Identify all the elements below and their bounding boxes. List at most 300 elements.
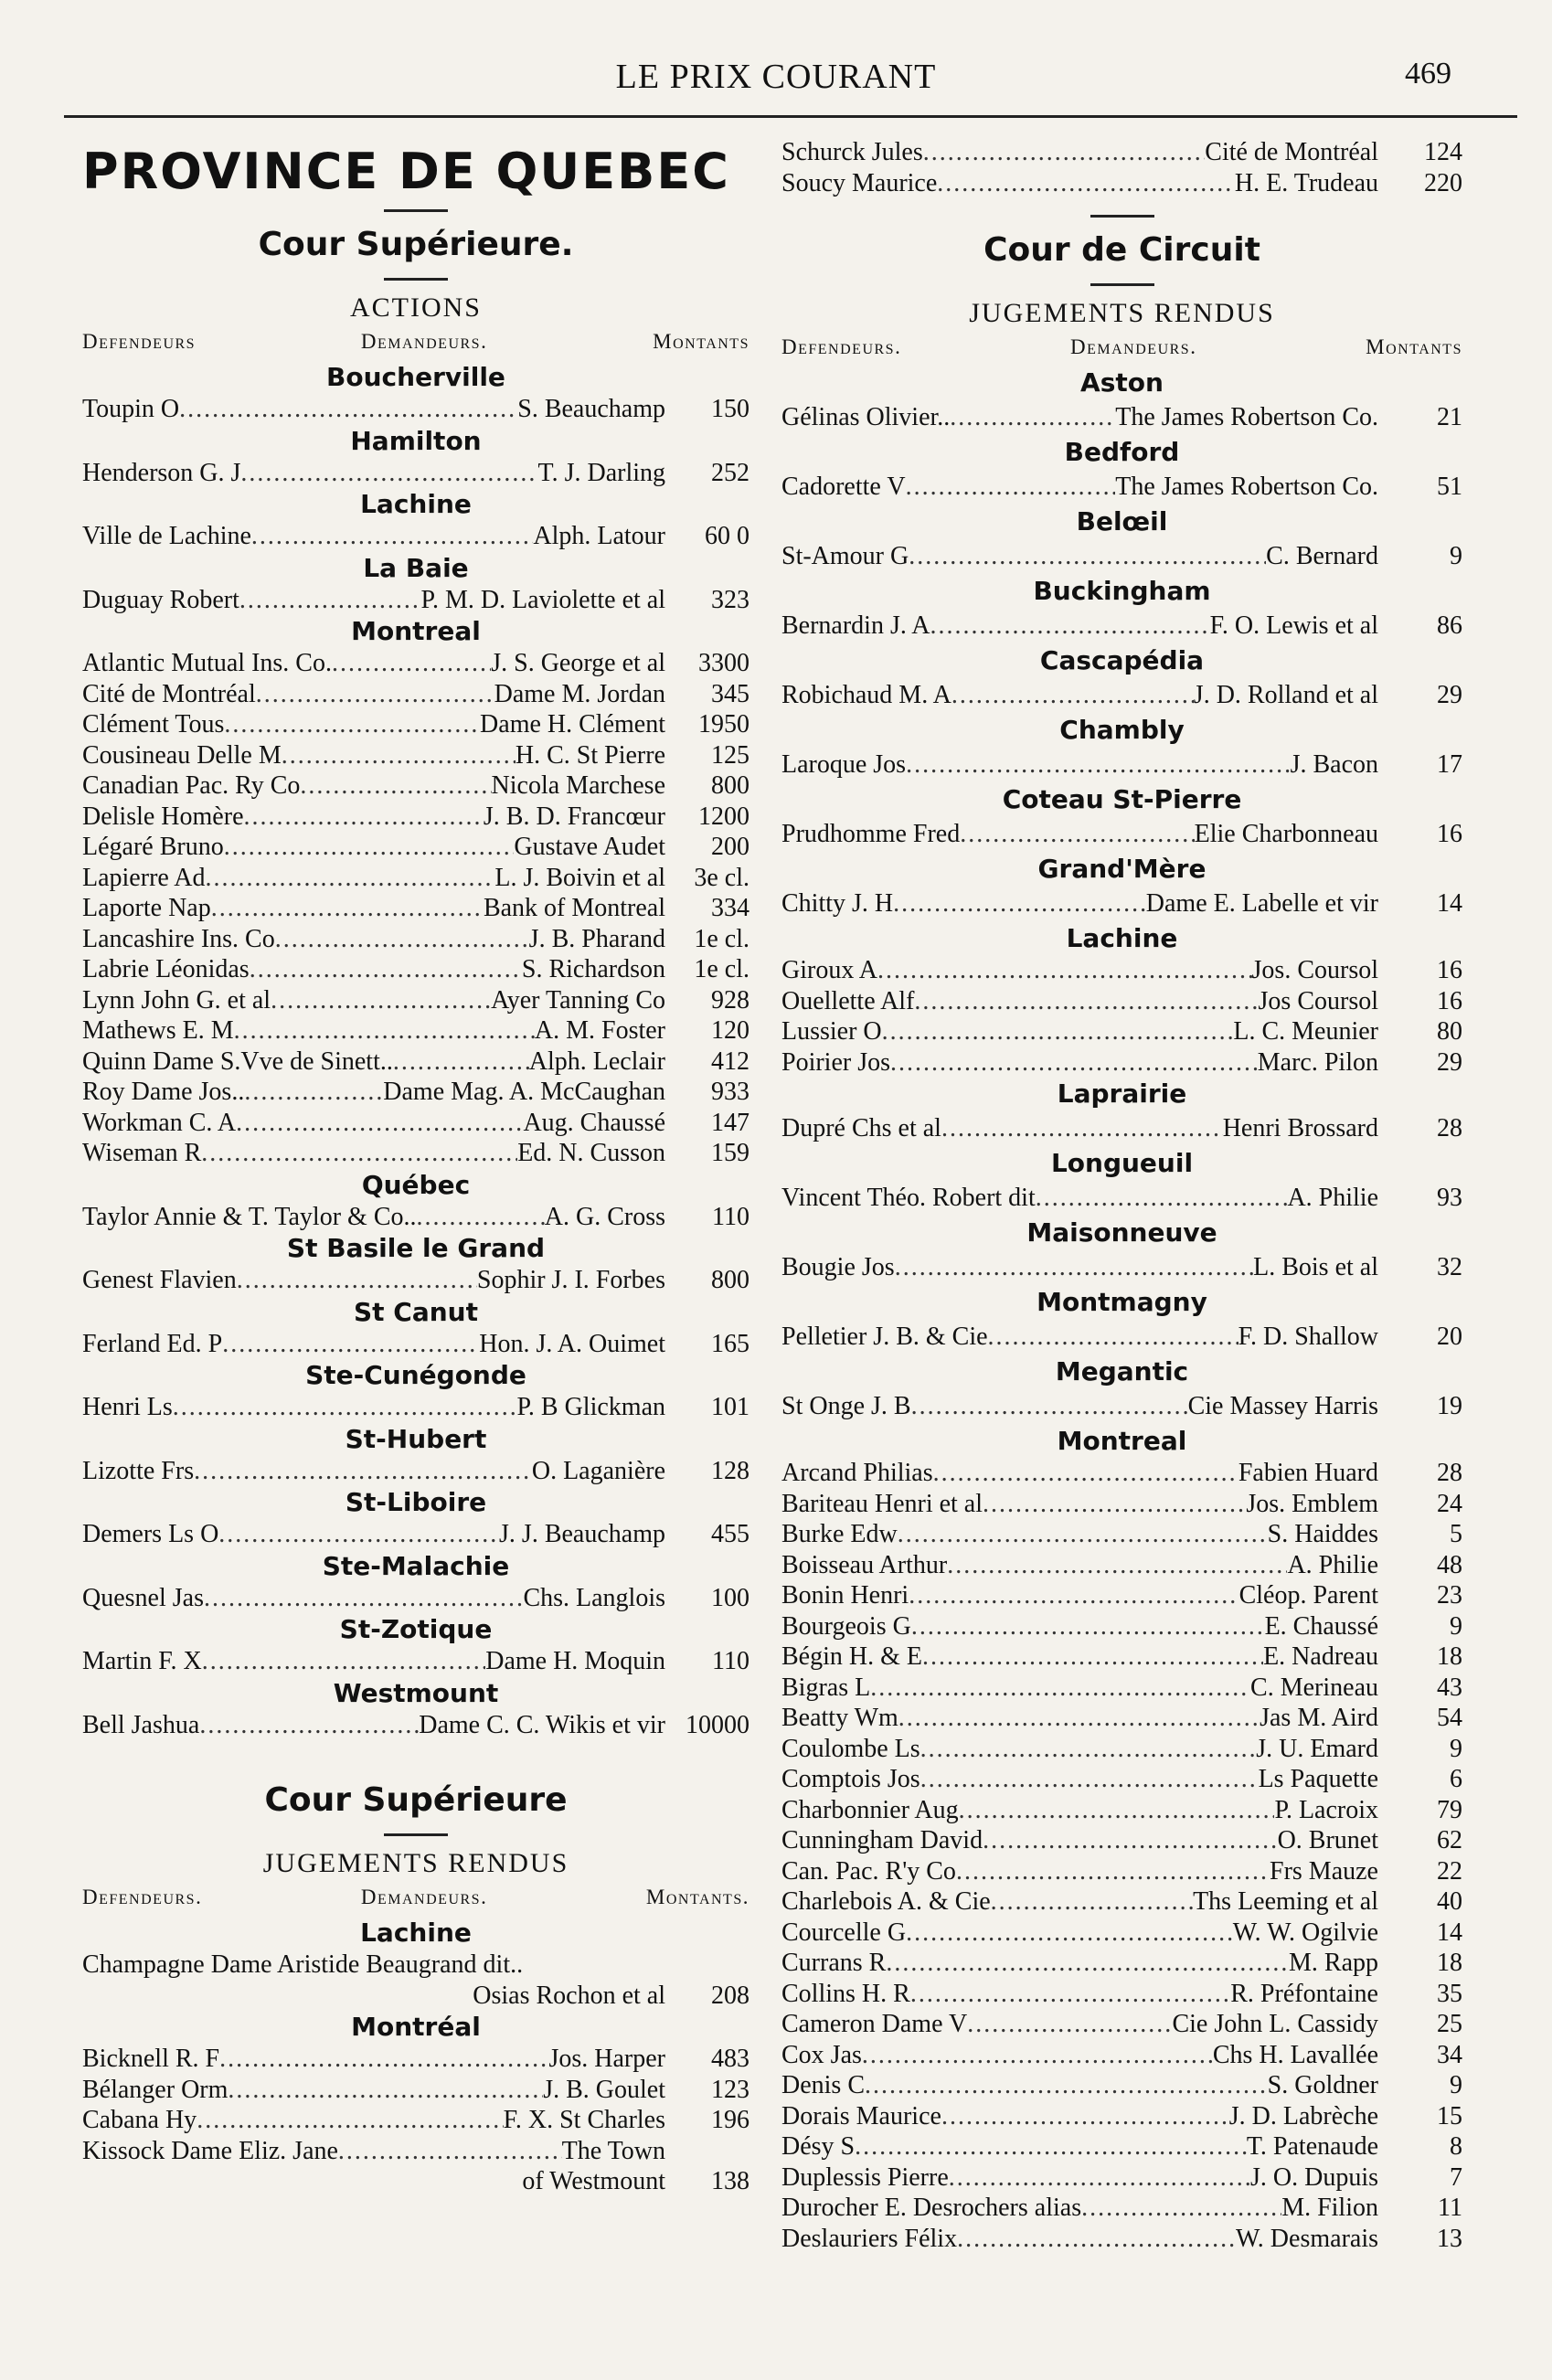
list-item — [82, 1710, 749, 1741]
plaintiff: Dame H. Moquin — [485, 1647, 665, 1675]
plaintiff: P. Lacroix — [1274, 1795, 1378, 1824]
amount: 1200 — [698, 802, 749, 831]
defendant: Quinn Dame S.Vve de Sinett.. — [82, 1047, 393, 1076]
plaintiff: O. Brunet — [1277, 1826, 1378, 1854]
place-heading: Boucherville — [326, 362, 505, 392]
dot-leader — [920, 1764, 1259, 1795]
plaintiff: C. Merineau — [1250, 1673, 1378, 1702]
plaintiff: A. M. Foster — [534, 1016, 665, 1045]
defendant: Taylor Annie & T. Taylor & Co.. — [82, 1202, 417, 1231]
plaintiff: J. U. Emard — [1256, 1734, 1378, 1763]
dot-leader — [910, 1979, 1230, 2010]
dot-leader — [906, 747, 1290, 783]
plaintiff: Cie Massey Harris — [1187, 1392, 1378, 1420]
list-item — [82, 1392, 749, 1423]
dot-leader — [967, 2009, 1172, 2040]
defendant: Atlantic Mutual Ins. Co. — [82, 649, 332, 677]
plaintiff: J. B. Goulet — [543, 2075, 665, 2104]
plaintiff: Osias Rochon et al — [473, 1981, 665, 2010]
right-column — [781, 137, 1462, 2254]
amount: 6 — [1450, 1765, 1462, 1793]
section-title: ACTIONS — [349, 292, 482, 323]
column-headers — [82, 326, 749, 357]
amount: 9 — [1450, 1611, 1462, 1641]
amount: 15 — [1437, 2101, 1462, 2130]
dot-leader — [983, 1489, 1246, 1520]
amount: 196 — [711, 2106, 749, 2134]
plaintiff: E. Chaussé — [1264, 1611, 1378, 1641]
dot-leader — [882, 1016, 1234, 1047]
amount: 16 — [1437, 820, 1462, 848]
amount: 18 — [1437, 1642, 1462, 1671]
defendant: Champagne Dame Aristide Beaugrand dit.. — [82, 1950, 524, 1979]
dot-leader — [338, 2136, 562, 2167]
place-heading: Grand'Mère — [1037, 854, 1207, 884]
dot-leader — [911, 1388, 1188, 1425]
defendant: Genest Flavien — [82, 1266, 237, 1294]
defendant: Ouellette Alf — [781, 986, 915, 1015]
place-heading: Bedford — [1064, 437, 1180, 467]
list-item — [82, 985, 749, 1016]
plaintiff: Cléop. Parent — [1238, 1581, 1378, 1610]
list-item — [781, 1550, 1462, 1581]
plaintiff: S. Goldner — [1267, 2071, 1378, 2099]
plaintiff: O. Laganière — [531, 1456, 665, 1485]
amount: 25 — [1437, 2010, 1462, 2038]
plaintiff: Alph. Leclair — [528, 1047, 665, 1076]
defendant: Soucy Maurice — [781, 168, 938, 197]
list-item — [82, 1456, 749, 1487]
dot-leader — [923, 137, 1206, 168]
dot-leader — [886, 1948, 1289, 1979]
amount: 412 — [711, 1047, 749, 1076]
amount: 17 — [1437, 750, 1462, 779]
dot-leader — [239, 585, 421, 616]
dot-leader — [271, 985, 491, 1016]
defendant: Laporte Nap — [82, 894, 211, 922]
amount: 32 — [1437, 1253, 1462, 1281]
defendant: Lapierre Ad — [82, 863, 206, 892]
list-item — [82, 1519, 749, 1550]
dot-leader — [937, 168, 1235, 199]
defendant: Bicknell R. F — [82, 2045, 220, 2073]
list-item — [82, 679, 749, 710]
defendant: Charbonnier Aug — [781, 1795, 959, 1824]
amount: 21 — [1437, 403, 1462, 431]
place-heading: Montmagny — [1036, 1287, 1207, 1317]
amount: 128 — [711, 1456, 749, 1485]
col-amounts: Montants — [1366, 335, 1462, 358]
page-number: 469 — [1405, 57, 1451, 90]
list-item — [781, 1825, 1462, 1856]
plaintiff: Gustave Audet — [514, 833, 665, 861]
defendant: Denis C — [781, 2071, 865, 2099]
defendant: Lussier O — [781, 1017, 882, 1046]
list-item — [82, 863, 749, 894]
plaintiff: The James Robertson Co. — [1115, 473, 1378, 501]
list-item — [82, 648, 749, 679]
dot-leader — [197, 2105, 503, 2136]
amount: 93 — [1437, 1184, 1462, 1212]
plaintiff: Dame Mag. A. McCaughan — [383, 1078, 665, 1106]
defendant: Comptois Jos — [781, 1765, 920, 1793]
section-title: JUGEMENTS RENDUS — [262, 1848, 569, 1878]
court-title: Cour Supérieure. — [258, 226, 574, 263]
place-heading: Megantic — [1055, 1356, 1189, 1387]
defendant: Giroux A — [781, 956, 877, 984]
list-item — [781, 1979, 1462, 2010]
list-item — [82, 458, 749, 489]
amount: 29 — [1437, 1047, 1462, 1077]
amount: 1e cl. — [694, 955, 749, 983]
column-headers — [82, 1882, 749, 1913]
list-item-continuation — [82, 1981, 749, 2012]
defendant: Bernardin J. A — [781, 611, 930, 640]
list-item — [781, 137, 1462, 168]
defendant: Toupin O — [82, 395, 180, 423]
list-item — [781, 1795, 1462, 1826]
place-heading: Cascapédia — [1039, 645, 1205, 675]
plaintiff: J. B. Pharand — [528, 924, 665, 953]
defendant: St Onge J. B — [781, 1392, 911, 1420]
defendant: Chitty J. H — [781, 889, 894, 918]
list-item — [82, 1077, 749, 1108]
list-item — [781, 1703, 1462, 1734]
plaintiff: S. Haiddes — [1267, 1520, 1378, 1548]
list-item — [82, 2044, 749, 2075]
amount: 43 — [1437, 1673, 1462, 1702]
plaintiff: J. B. D. Francœur — [483, 802, 665, 831]
amount: 933 — [711, 1078, 749, 1106]
dot-leader — [224, 832, 515, 863]
plaintiff: J. O. Dupuis — [1249, 2162, 1378, 2192]
dot-leader — [244, 802, 484, 833]
amount: 40 — [1437, 1887, 1462, 1916]
list-item — [781, 2009, 1462, 2040]
dot-leader — [393, 1047, 529, 1078]
list-item — [781, 1642, 1462, 1673]
dot-leader — [256, 679, 494, 710]
dot-leader — [251, 521, 533, 552]
plaintiff: F. X. St Charles — [503, 2106, 665, 2134]
amount: 200 — [711, 833, 749, 861]
dot-leader — [222, 1329, 479, 1360]
dot-leader — [991, 1886, 1193, 1918]
dot-leader — [417, 1202, 545, 1233]
plaintiff: Elie Charbonneau — [1194, 820, 1378, 848]
plaintiff: Nicola Marchese — [491, 771, 665, 800]
plaintiff: A. Philie — [1287, 1184, 1378, 1212]
plaintiff: Jos. Harper — [548, 2045, 665, 2073]
defendant: Bariteau Henri et al — [781, 1489, 983, 1518]
defendant: Vincent Théo. Robert dit — [781, 1184, 1036, 1212]
dot-leader — [893, 886, 1146, 922]
plaintiff: S. Beauchamp — [517, 395, 665, 423]
defendant: Schurck Jules — [781, 138, 923, 166]
divider — [1090, 283, 1154, 286]
plaintiff: Alph. Latour — [533, 522, 665, 550]
amount: 3300 — [698, 649, 749, 677]
place-heading: Hamilton — [350, 425, 482, 456]
defendant: Bégin H. & E — [781, 1642, 922, 1671]
defendant: Bigras L — [781, 1673, 871, 1702]
amount: 20 — [1437, 1323, 1462, 1351]
col-defendants: Defendeurs. — [781, 335, 902, 358]
plaintiff: J. J. Beauchamp — [499, 1520, 665, 1548]
defendant: Cousineau Delle M — [82, 740, 282, 770]
left-column — [82, 137, 749, 2197]
plaintiff: Jos. Emblem — [1246, 1489, 1378, 1518]
dot-leader — [194, 1456, 532, 1487]
list-item — [781, 1673, 1462, 1704]
plaintiff: Sophir J. I. Forbes — [476, 1266, 665, 1294]
amount: 800 — [711, 771, 749, 800]
list-item — [781, 1047, 1462, 1078]
list-item — [781, 1110, 1462, 1147]
defendant: Cadorette V — [781, 473, 906, 501]
defendant: Deslauriers Félix — [781, 2224, 958, 2253]
defendant: Burke Edw — [781, 1520, 898, 1548]
amount: 86 — [1437, 611, 1462, 640]
case-list — [781, 367, 1462, 2254]
list-item — [781, 816, 1462, 853]
amount: 8 — [1450, 2132, 1462, 2161]
list-item — [82, 1265, 749, 1296]
plaintiff: Dame C. C. Wikis et vir — [419, 1710, 665, 1739]
place-heading: Belœil — [1076, 506, 1168, 537]
amount: 1e cl. — [694, 924, 749, 953]
place-heading: Buckingham — [1033, 576, 1211, 606]
plaintiff: H. E. Trudeau — [1234, 168, 1378, 197]
dot-leader — [1036, 1180, 1288, 1217]
plaintiff: R. Préfontaine — [1230, 1979, 1378, 2008]
list-item — [781, 1489, 1462, 1520]
dot-leader — [956, 1856, 1270, 1887]
defendant: Beatty Wm — [781, 1704, 898, 1732]
list-item — [781, 608, 1462, 644]
col-amounts: Montants. — [645, 1886, 749, 1908]
plaintiff: L. C. Meunier — [1233, 1017, 1378, 1046]
amount: 54 — [1437, 1704, 1462, 1732]
dot-leader — [890, 1047, 1258, 1078]
dot-leader — [228, 2075, 543, 2106]
list-item — [781, 1388, 1462, 1425]
dot-leader — [909, 538, 1266, 575]
list-item — [781, 1856, 1462, 1887]
amount: 23 — [1437, 1581, 1462, 1610]
defendant: Cameron Dame V — [781, 2010, 968, 2038]
list-item — [82, 1329, 749, 1360]
dot-leader — [199, 1710, 419, 1741]
amount: 120 — [711, 1016, 749, 1045]
plaintiff: C. Bernard — [1266, 542, 1378, 570]
col-plaintiffs: Demandeurs. — [360, 330, 488, 353]
amount: 9 — [1450, 542, 1462, 570]
defendant: Labrie Léonidas — [82, 955, 250, 983]
court-title: Cour de Circuit — [983, 231, 1260, 269]
dot-leader — [933, 1458, 1238, 1489]
plaintiff: J. Bacon — [1290, 750, 1378, 779]
plaintiff: of Westmount — [522, 2167, 665, 2195]
amount: 14 — [1437, 1918, 1462, 1947]
list-item — [781, 168, 1462, 199]
place-heading: Lachine — [360, 1918, 472, 1948]
plaintiff: Dame M. Jordan — [494, 679, 665, 708]
defendant: Pelletier J. B. & Cie — [781, 1323, 988, 1351]
place-heading: Westmount — [333, 1677, 499, 1708]
dot-leader — [911, 1611, 1265, 1642]
defendant: Cunningham David — [781, 1826, 983, 1854]
defendant: Gélinas Olivier.. — [781, 403, 951, 431]
case-list — [781, 137, 1462, 198]
dot-leader — [237, 1265, 477, 1296]
list-item — [82, 1646, 749, 1677]
plaintiff: P. M. D. Laviolette et al — [420, 585, 665, 614]
dot-leader — [206, 863, 495, 894]
plaintiff: Chs. Langlois — [523, 1583, 665, 1612]
dot-leader — [282, 740, 516, 771]
amount: 3e cl. — [694, 863, 749, 892]
defendant: Bonin Henri — [781, 1581, 909, 1610]
amount: 208 — [711, 1981, 749, 2010]
case-list — [82, 2044, 749, 2136]
dot-leader — [300, 770, 491, 802]
plaintiff: Dame E. Labelle et vir — [1145, 889, 1378, 918]
defendant: Dorais Maurice — [781, 2101, 941, 2130]
column-headers — [781, 332, 1462, 363]
dot-leader — [204, 1583, 523, 1614]
place-heading: Québec — [361, 1169, 471, 1200]
section-title: JUGEMENTS RENDUS — [969, 298, 1275, 328]
dot-leader — [332, 648, 491, 679]
amount: 150 — [711, 395, 749, 423]
defendant: Poirier Jos — [781, 1047, 890, 1077]
amount: 7 — [1450, 2162, 1462, 2192]
list-item — [82, 832, 749, 863]
list-item — [82, 954, 749, 985]
defendant: Duplessis Pierre — [781, 2162, 949, 2192]
plaintiff: Cité de Montréal — [1205, 138, 1378, 166]
place-heading: Montréal — [351, 2012, 481, 2042]
plaintiff: Fabien Huard — [1238, 1459, 1378, 1487]
dot-leader — [862, 2040, 1213, 2071]
defendant: Cité de Montréal — [82, 679, 256, 708]
dot-leader — [906, 469, 1116, 505]
plaintiff: The Town — [561, 2136, 665, 2165]
dot-leader — [218, 1519, 499, 1550]
divider — [1090, 215, 1154, 218]
plaintiff: E. Nadreau — [1263, 1642, 1378, 1671]
list-item — [781, 2224, 1462, 2255]
amount: 16 — [1437, 956, 1462, 984]
list-item — [82, 585, 749, 616]
list-item — [82, 770, 749, 802]
dot-leader — [950, 399, 1115, 436]
amount: 220 — [1424, 168, 1462, 197]
divider — [384, 278, 448, 281]
amount: 16 — [1437, 986, 1462, 1015]
place-heading: Chambly — [1059, 715, 1185, 745]
plaintiff: Jos Coursol — [1258, 986, 1378, 1015]
dot-leader — [877, 955, 1252, 986]
defendant: Légaré Bruno — [82, 833, 224, 861]
defendant: Henderson G. J — [82, 458, 241, 487]
dot-leader — [895, 1249, 1253, 1286]
list-item — [82, 2105, 749, 2136]
amount: 28 — [1437, 1114, 1462, 1142]
amount: 110 — [712, 1647, 749, 1675]
amount: 19 — [1437, 1392, 1462, 1420]
dot-leader — [920, 1734, 1257, 1765]
dot-leader — [870, 1673, 1250, 1704]
list-item — [82, 394, 749, 425]
list-item — [781, 1611, 1462, 1642]
defendant: Bell Jashua — [82, 1710, 200, 1739]
dot-leader — [234, 1015, 535, 1047]
plaintiff: Hon. J. A. Ouimet — [479, 1329, 665, 1358]
place-heading: St Canut — [354, 1296, 478, 1327]
dot-leader — [941, 2101, 1229, 2132]
defendant: Cabana Hy — [82, 2106, 197, 2134]
col-plaintiffs: Demandeurs. — [1070, 335, 1197, 358]
plaintiff: Henri Brossard — [1222, 1114, 1378, 1142]
plaintiff: T. J. Darling — [537, 458, 665, 487]
list-item — [82, 2136, 749, 2167]
amount: 928 — [711, 985, 749, 1015]
plaintiff: M. Rapp — [1289, 1949, 1378, 1977]
dot-leader — [211, 893, 484, 924]
defendant: Boisseau Arthur — [781, 1550, 948, 1579]
plaintiff: T. Patenaude — [1246, 2132, 1378, 2161]
header-rule — [64, 115, 1517, 118]
list-item — [781, 1580, 1462, 1611]
plaintiff: H. C. St Pierre — [515, 740, 665, 770]
defendant: Henri Ls — [82, 1393, 173, 1421]
plaintiff: Ls Paquette — [1258, 1765, 1378, 1793]
amount: 10000 — [686, 1710, 749, 1739]
place-heading: Longueuil — [1050, 1148, 1194, 1178]
amount: 9 — [1450, 1734, 1462, 1763]
dot-leader — [898, 1519, 1268, 1550]
list-item — [781, 1319, 1462, 1355]
list-item — [781, 2101, 1462, 2132]
col-defendants: Defendeurs — [82, 330, 197, 353]
province-title: PROVINCE DE QUEBEC — [82, 143, 730, 200]
dot-leader — [959, 1795, 1275, 1826]
col-defendants: Defendeurs. — [82, 1886, 203, 1908]
amount: 252 — [711, 458, 749, 487]
place-heading: Lachine — [1066, 923, 1178, 953]
plaintiff: S. Richardson — [521, 955, 665, 983]
list-item — [82, 802, 749, 833]
place-heading: St-Zotique — [339, 1614, 493, 1644]
list-item — [781, 399, 1462, 436]
plaintiff: J. D. Labrèche — [1228, 2101, 1378, 2130]
defendant: Laroque Jos — [781, 750, 907, 779]
list-item — [82, 521, 749, 552]
plaintiff: Aug. Chaussé — [523, 1108, 665, 1137]
dot-leader — [224, 709, 480, 740]
dot-leader — [988, 1319, 1238, 1355]
dot-leader — [244, 1077, 383, 1108]
defendant: Can. Pac. R'y Co — [781, 1856, 956, 1886]
col-plaintiffs: Demandeurs. — [360, 1886, 488, 1908]
amount: 334 — [711, 894, 749, 922]
amount: 124 — [1424, 138, 1462, 166]
plaintiff: Jas M. Aird — [1260, 1704, 1378, 1732]
defendant: Kissock Dame Eliz. Jane — [82, 2136, 338, 2165]
defendant: Martin F. X — [82, 1647, 202, 1675]
